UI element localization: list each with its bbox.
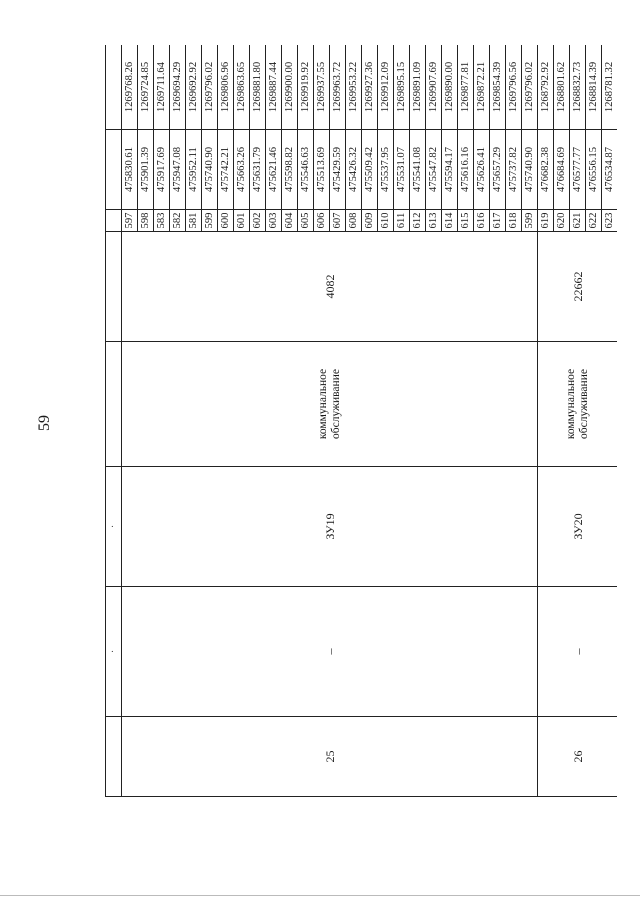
- x-coordinate: 475740.90: [202, 130, 218, 210]
- y-coordinate: 1269694.29: [170, 45, 186, 130]
- x-coordinate: 476684.69: [554, 130, 570, 210]
- point-number: 619: [538, 210, 554, 232]
- y-coordinate: 1269872.21: [474, 45, 490, 130]
- y-coordinate: 1269919.92: [298, 45, 314, 130]
- point-number: 621: [570, 210, 586, 232]
- area-value: 4082: [122, 232, 538, 342]
- y-coordinate: 1269953.22: [346, 45, 362, 130]
- point-number: 611: [394, 210, 410, 232]
- y-coordinate: 1269890.00: [442, 45, 458, 130]
- point-number: 583: [154, 210, 170, 232]
- x-coordinate: 475531.07: [394, 130, 410, 210]
- y-coordinate: 1269796.02: [202, 45, 218, 130]
- x-coordinate: 475742.21: [218, 130, 234, 210]
- page-number: 59: [36, 415, 53, 431]
- point-number: 620: [554, 210, 570, 232]
- y-coordinate: 1269963.72: [330, 45, 346, 130]
- x-coordinate: 475541.08: [410, 130, 426, 210]
- point-number: 598: [138, 210, 154, 232]
- point-number: 623: [602, 210, 618, 232]
- table-row: [538, 45, 554, 797]
- x-coordinate: 475547.82: [426, 130, 442, 210]
- stray-mark: ·: [108, 649, 119, 654]
- y-coordinate: 1269806.96: [218, 45, 234, 130]
- x-coordinate: 475426.32: [346, 130, 362, 210]
- x-coordinate: 475952.11: [186, 130, 202, 210]
- x-coordinate: 475657.29: [490, 130, 506, 210]
- area-value: 22662: [538, 232, 618, 342]
- col-use-header: [106, 342, 122, 467]
- table-row: [122, 45, 138, 797]
- y-coordinate: 1269891.09: [410, 45, 426, 130]
- y-coordinate: 1269881.80: [250, 45, 266, 130]
- x-coordinate: 476682.38: [538, 130, 554, 210]
- point-number: 608: [346, 210, 362, 232]
- col-point-header: [106, 210, 122, 232]
- y-coordinate: 1268792.92: [538, 45, 554, 130]
- point-number: 582: [170, 210, 186, 232]
- point-number: 602: [250, 210, 266, 232]
- point-number: 607: [330, 210, 346, 232]
- point-number: 604: [282, 210, 298, 232]
- y-coordinate: 1269887.44: [266, 45, 282, 130]
- col-y-header: [106, 45, 122, 130]
- rotated-table-frame: [105, 45, 617, 797]
- entry-dash: –: [122, 587, 538, 717]
- x-coordinate: 475737.82: [506, 130, 522, 210]
- y-coordinate: 1268781.32: [602, 45, 618, 130]
- y-coordinate: 1269724.85: [138, 45, 154, 130]
- x-coordinate: 475917.69: [154, 130, 170, 210]
- point-number: 615: [458, 210, 474, 232]
- y-coordinate: 1269692.92: [186, 45, 202, 130]
- point-number: 612: [410, 210, 426, 232]
- y-coordinate: 1268801.62: [554, 45, 570, 130]
- point-number: 605: [298, 210, 314, 232]
- x-coordinate: 475513.69: [314, 130, 330, 210]
- land-plot-id: ЗУ19: [122, 467, 538, 587]
- y-coordinate: 1268814.39: [586, 45, 602, 130]
- point-number: 618: [506, 210, 522, 232]
- point-number: 599: [202, 210, 218, 232]
- x-coordinate: 475947.08: [170, 130, 186, 210]
- permitted-use: коммунальное обслуживание: [122, 342, 538, 467]
- y-coordinate: 1269768.26: [122, 45, 138, 130]
- entry-number: 25: [122, 717, 538, 797]
- x-coordinate: 475626.41: [474, 130, 490, 210]
- y-coordinate: 1269907.69: [426, 45, 442, 130]
- point-number: 613: [426, 210, 442, 232]
- col-zu-header: [106, 467, 122, 587]
- point-number: 601: [234, 210, 250, 232]
- x-coordinate: 475594.17: [442, 130, 458, 210]
- y-coordinate: 1269877.81: [458, 45, 474, 130]
- col-area-header: [106, 232, 122, 342]
- x-coordinate: 475740.90: [522, 130, 538, 210]
- header-row: [106, 45, 122, 797]
- x-coordinate: 476534.87: [602, 130, 618, 210]
- stray-mark: ·: [108, 524, 119, 529]
- point-number: 603: [266, 210, 282, 232]
- x-coordinate: 476556.15: [586, 130, 602, 210]
- permitted-use: коммунальное обслуживание: [538, 342, 618, 467]
- point-number: 597: [122, 210, 138, 232]
- point-number: 599: [522, 210, 538, 232]
- x-coordinate: 475598.82: [282, 130, 298, 210]
- table-container: [105, 45, 617, 797]
- point-number: 600: [218, 210, 234, 232]
- y-coordinate: 1269895.15: [394, 45, 410, 130]
- y-coordinate: 1269863.65: [234, 45, 250, 130]
- point-number: 581: [186, 210, 202, 232]
- land-plot-id: ЗУ20: [538, 467, 618, 587]
- x-coordinate: 475830.61: [122, 130, 138, 210]
- page-edge: [0, 895, 640, 896]
- coordinates-table: [105, 45, 617, 797]
- y-coordinate: 1269937.55: [314, 45, 330, 130]
- point-number: 622: [586, 210, 602, 232]
- col-number-header: [106, 717, 122, 797]
- y-coordinate: 1269900.00: [282, 45, 298, 130]
- col-x-header: [106, 130, 122, 210]
- x-coordinate: 475546.63: [298, 130, 314, 210]
- x-coordinate: 475616.16: [458, 130, 474, 210]
- x-coordinate: 475429.59: [330, 130, 346, 210]
- y-coordinate: 1269912.09: [378, 45, 394, 130]
- y-coordinate: 1269927.36: [362, 45, 378, 130]
- point-number: 616: [474, 210, 490, 232]
- x-coordinate: 475537.95: [378, 130, 394, 210]
- col-dash-header: [106, 587, 122, 717]
- x-coordinate: 475621.46: [266, 130, 282, 210]
- x-coordinate: 475901.39: [138, 130, 154, 210]
- y-coordinate: 1269854.39: [490, 45, 506, 130]
- x-coordinate: 475631.79: [250, 130, 266, 210]
- y-coordinate: 1269796.02: [522, 45, 538, 130]
- point-number: 606: [314, 210, 330, 232]
- point-number: 617: [490, 210, 506, 232]
- entry-dash: –: [538, 587, 618, 717]
- point-number: 609: [362, 210, 378, 232]
- y-coordinate: 1269796.56: [506, 45, 522, 130]
- point-number: 614: [442, 210, 458, 232]
- x-coordinate: 476577.77: [570, 130, 586, 210]
- point-number: 610: [378, 210, 394, 232]
- y-coordinate: 1268832.73: [570, 45, 586, 130]
- entry-number: 26: [538, 717, 618, 797]
- y-coordinate: 1269711.64: [154, 45, 170, 130]
- x-coordinate: 475509.42: [362, 130, 378, 210]
- x-coordinate: 475663.26: [234, 130, 250, 210]
